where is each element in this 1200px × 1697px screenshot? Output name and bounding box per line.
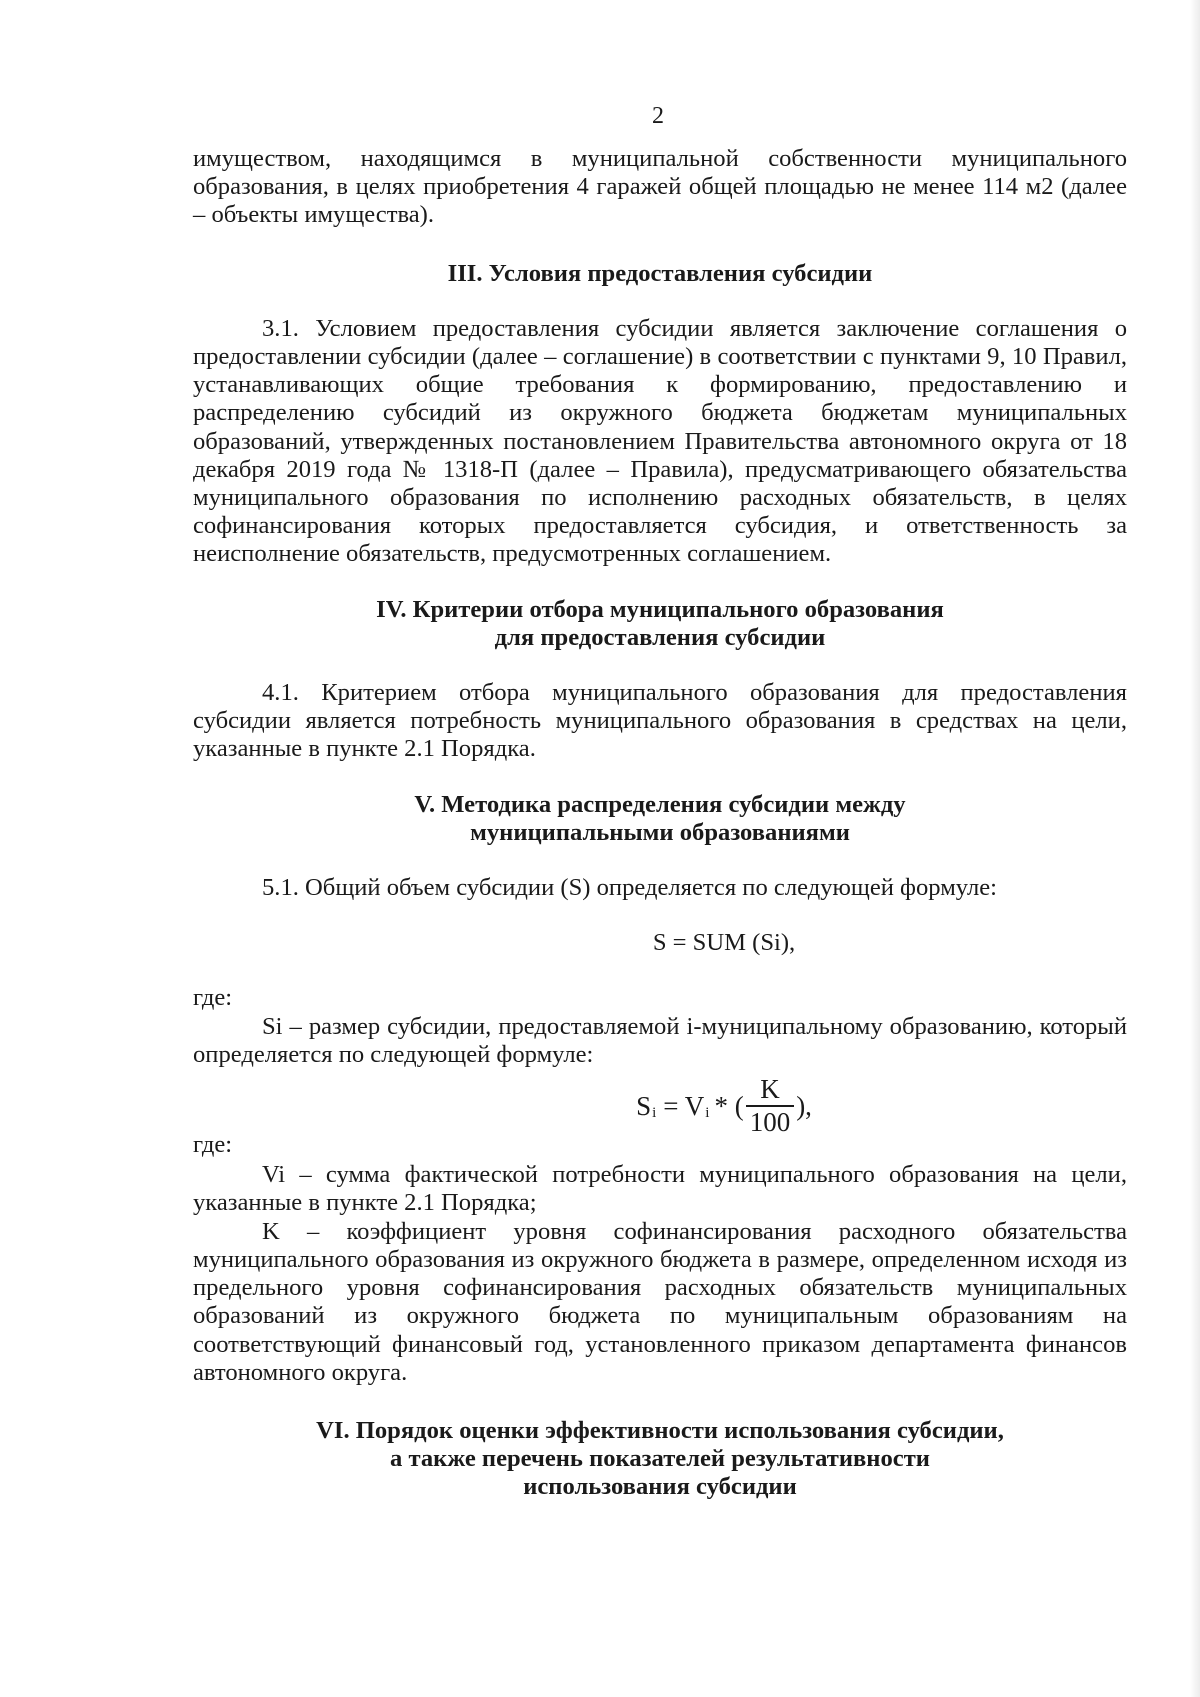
formula-total-subsidy: S = SUM (Si), [652, 929, 796, 957]
section-3-heading-text: III. Условия предоставления субсидии [447, 259, 873, 287]
formula-si-equals-v: = V [663, 1090, 705, 1121]
formula-si-fraction [746, 1074, 795, 1138]
where-label-1: где: [193, 984, 233, 1012]
section-4-heading [193, 596, 1127, 652]
section-3-paragraph-1: 3.1. Условием предоставления субсидии является заключение соглашения о предоставлении субсидии (далее – соглашение) в соответствии с пунктами 9, 10 Правил, устанавливающих общие требования к формированию, предоставлению и распределению субсидий из окружного бюджета бюджетам муниципальных образований, утвержденных постановлением Правительства автономного округа от 18 декабря 2019 года № 1318-П (далее – Правила), предусматривающего обязательства муниципального образования по исполнению расходных обязательств, в целях софинансирования которых предоставляется субсидия, и ответственность за неисполнение обязательств, предусмотренных соглашением. [193, 314, 1127, 568]
section-6-heading-line-2: а также перечень показателей результативности [390, 1445, 930, 1473]
page-edge-shadow [1190, 0, 1200, 1697]
document-body [193, 145, 1127, 1502]
formula-si-lhs: S [636, 1090, 652, 1121]
formula-si-multiply: * ( [714, 1090, 744, 1121]
formula-si-denominator: 100 [746, 1105, 795, 1138]
vi-definition: Vi – сумма фактической потребности муниципального образования на цели, указанные в пункте 2.1 Порядка; [193, 1161, 1127, 1217]
section-6-heading-line-1: VI. Порядок оценки эффективности использования субсидии, [316, 1416, 1004, 1444]
section-5-heading-line-1: V. Методика распределения субсидии между [414, 790, 906, 818]
k-definition: K – коэффициент уровня софинансирования расходного обязательства муниципального образования из окружного бюджета в размере, определенном исходя из предельного уровня софинансирования расходных обязательств муниципальных образований из окружного бюджета по муниципальным образованиям на соответствующий финансовый год, установленного приказом департамента финансов автономного округа. [193, 1217, 1127, 1386]
section-6-heading [193, 1417, 1127, 1502]
formula-si-v-subscript: i [705, 1104, 710, 1121]
section-5-heading [193, 791, 1127, 847]
where-label-2: где: [193, 1131, 233, 1159]
formula-si-numerator: K [760, 1074, 780, 1105]
formula-si-lhs-subscript: i [652, 1104, 657, 1121]
section-4-paragraph-1: 4.1. Критерием отбора муниципального образования для предоставления субсидии является потребность муниципального образования в средствах на цели, указанные в пункте 2.1 Порядка. [193, 679, 1127, 763]
page-number: 2 [652, 103, 664, 129]
intro-paragraph: имуществом, находящимся в муниципальной собственности муниципального образования, в целях приобретения 4 гаражей общей площадью не менее 114 м2 (далее – объекты имущества). [193, 145, 1127, 229]
section-4-heading-line-1: IV. Критерии отбора муниципального образования [376, 595, 944, 623]
section-6-heading-line-3: использования субсидии [523, 1473, 797, 1501]
formula-si-tail: ), [796, 1090, 812, 1121]
section-3-heading [193, 260, 1127, 288]
section-5-heading-line-2: муниципальными образованиями [470, 818, 850, 846]
si-definition: Si – размер субсидии, предоставляемой i-муниципальному образованию, который определяется по следующей формуле: [193, 1012, 1127, 1068]
section-4-heading-line-2: для предоставления субсидии [494, 623, 826, 651]
section-5-paragraph-1: 5.1. Общий объем субсидии (S) определяется по следующей формуле: [262, 874, 998, 902]
